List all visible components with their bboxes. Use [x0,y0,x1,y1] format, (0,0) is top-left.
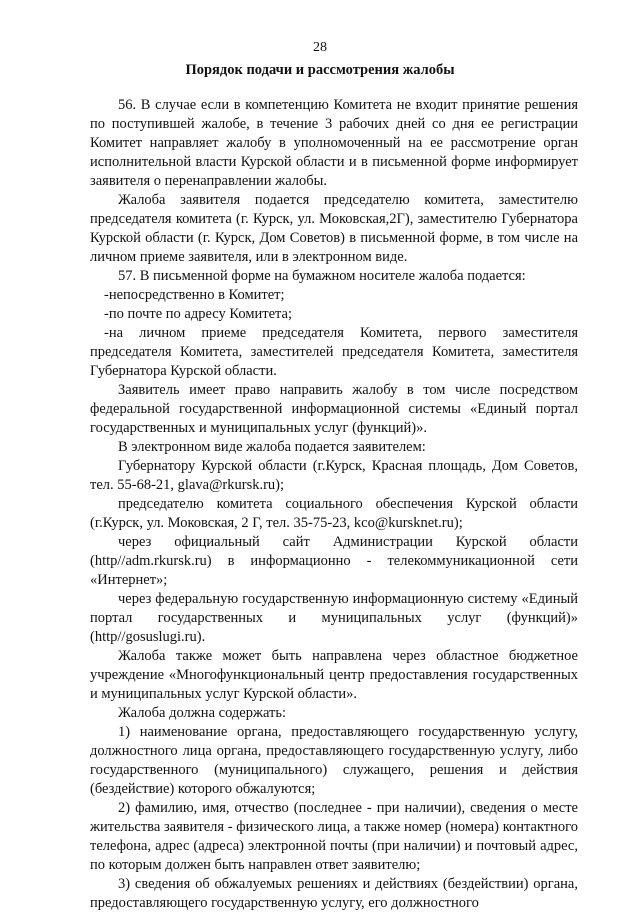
page-number: 28 [313,40,327,55]
paragraph-must-contain: Жалоба должна содержать: [118,705,287,721]
list-item-official-site: через официальный сайт Администрации Курской области (http//adm.rkursk.ru) в информационно - телекоммуникационной сети «Интернет»; [90,534,578,588]
list-item-personal-reception: -на личном приеме председателя Комитета, первого заместителя председателя Комитета, заместителей председателя Комитета, заместителя Губернатора Курской области. [90,325,578,379]
list-item-3: 3) сведения об обжалуемых решениях и действиях (бездействии) органа, предоставляющего государственную услугу, его должностного [90,876,578,911]
list-item-committee-chair: председателю комитета социального обеспечения Курской области (г.Курск, ул. Моковская, 2 Г, тел. 35-75-23, kco@kursknet.ru); [90,496,578,531]
section-heading: Порядок подачи и рассмотрения жалобы [185,62,455,78]
paragraph-mfc: Жалоба также может быть направлена через областное бюджетное учреждение «Многофункциональный центр предоставления государственных и муниципальных услуг Курской области». [90,648,578,702]
paragraph-56: 56. В случае если в компетенцию Комитета не входит принятие решения по поступившей жалобе, в течение 3 рабочих дней со дня ее регистрации Комитет направляет жалобу в уполномоченный на ее рассмотрение орган исполнительной власти Курской области и в письменной форме информирует заявителя о перенаправлении жалобы. [90,97,578,189]
paragraph-electronic-intro: В электронном виде жалоба подается заявителем: [118,439,426,455]
document-body [90,96,578,913]
paragraph-federal-portal-right: Заявитель имеет право направить жалобу в том числе посредством федеральной государственной информационной системы «Единый портал государственных и муниципальных услуг (функций)». [90,382,578,436]
list-item-1: 1) наименование органа, предоставляющего государственную услугу, должностного лица органа, предоставляющего государственную услугу, либо государственного (муниципального) служащего, решения и действия (бездействие) которого обжалуются; [90,724,578,797]
list-item-governor: Губернатору Курской области (г.Курск, Красная площадь, Дом Советов, тел. 55-68-21, glava@rkursk.ru); [90,458,578,493]
paragraph-complaint-recipients: Жалоба заявителя подается председателю комитета, заместителю председателя комитета (г. Курск, ул. Моковская,2Г), заместителю Губернатора Курской области (г. Курск, Дом Советов) в письменной форме, в том числе на личном приеме заявителя, или в электронном виде. [90,192,578,265]
list-item-directly: -непосредственно в Комитет; [104,287,285,303]
paragraph-57: 57. В письменной форме на бумажном носителе жалоба подается: [118,268,526,284]
list-item-2: 2) фамилию, имя, отчество (последнее - при наличии), сведения о месте жительства заявителя - физического лица, а также номер (номера) контактного телефона, адрес (адреса) электронной почты (при наличии) и почтовый адрес, по которым должен быть направлен ответ заявителю; [90,800,578,873]
list-item-gosuslugi: через федеральную государственную информационную систему «Единый портал государственных и муниципальных услуг (функций)» (http//gosuslugi.ru). [90,591,578,645]
list-item-by-mail: -по почте по адресу Комитета; [104,306,293,322]
